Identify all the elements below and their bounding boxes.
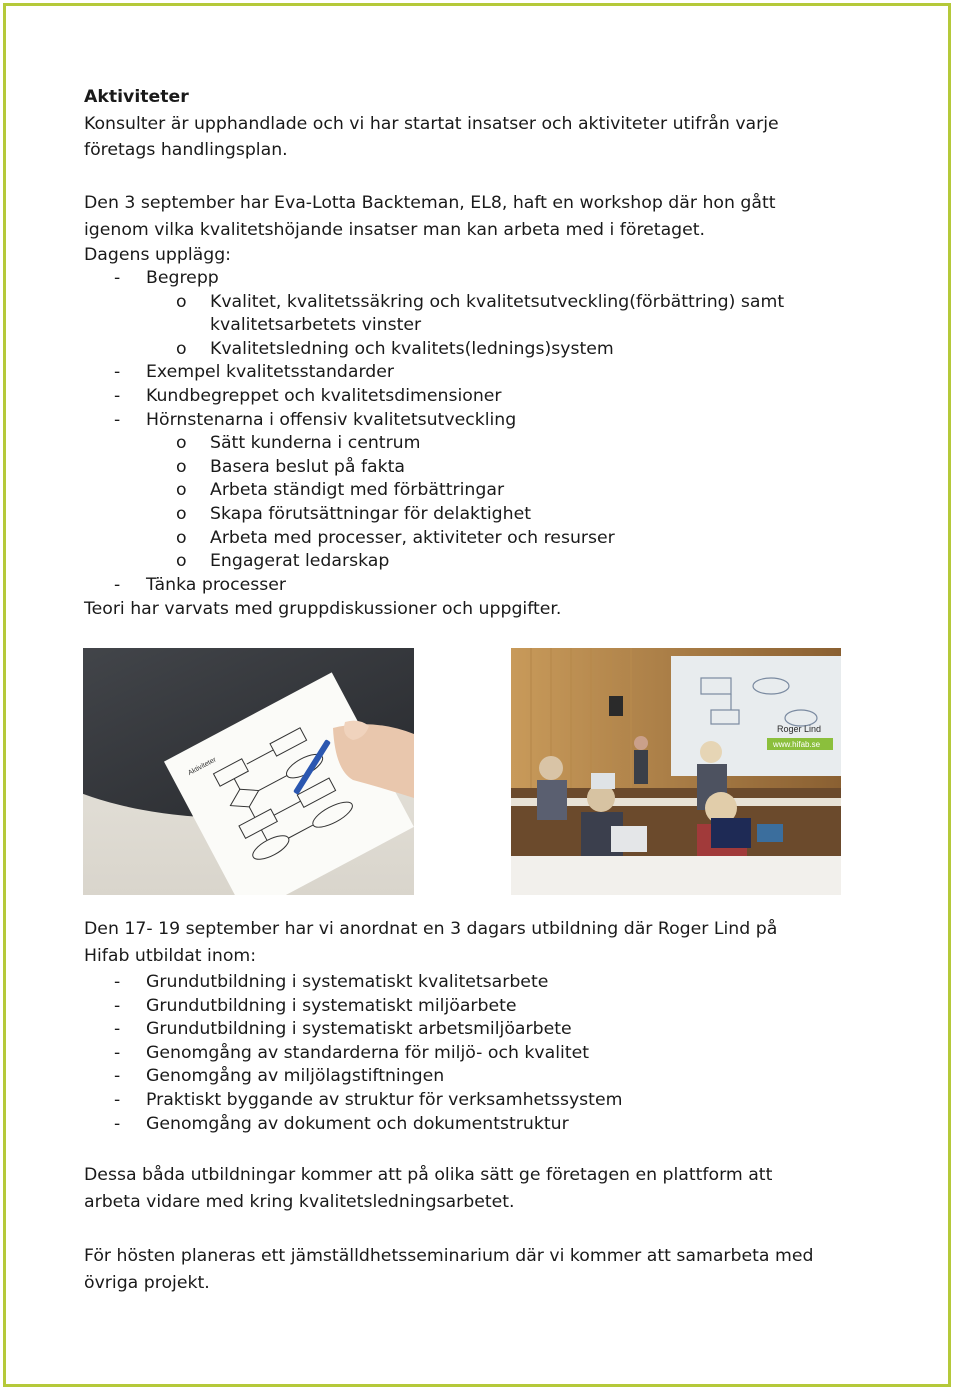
photo-classroom (511, 648, 841, 895)
future-line-1: För hösten planeras ett jämställdhetsseminarium där vi kommer att samarbeta med (84, 1246, 814, 1267)
agenda-item-text: Kvalitetsledning och kvalitets(lednings)system (210, 338, 614, 359)
training-item-text: Grundutbildning i systematiskt miljöarbete (146, 995, 517, 1016)
theory-text: Teori har varvats med gruppdiskussioner och uppgifter. (84, 599, 562, 620)
agenda-subitem (84, 527, 884, 551)
list-marker: - (114, 268, 121, 288)
agenda-subitem (84, 291, 884, 315)
intro-line-2: företags handlingsplan. (84, 140, 288, 160)
agenda-item-text: Skapa förutsättningar för delaktighet (210, 503, 531, 524)
list-marker: o (176, 433, 187, 454)
list-marker: o (176, 480, 187, 501)
list-marker: - (114, 1113, 121, 1134)
list-marker: - (114, 574, 121, 595)
workshop-line-1: Den 3 september har Eva-Lotta Backteman, EL8, haft en workshop där hon gått (84, 193, 776, 213)
agenda-subitem (84, 338, 884, 362)
list-marker: o (176, 291, 187, 312)
agenda-item-text: Begrepp (146, 268, 219, 288)
section-activities (84, 84, 884, 621)
closing-line-1: Dessa båda utbildningar kommer att på olika sätt ge företagen en plattform att (84, 1165, 773, 1186)
list-marker: o (176, 456, 187, 477)
training-line-2: Hifab utbildat inom: (84, 945, 257, 966)
list-marker: - (114, 385, 121, 406)
training-item-text: Genomgång av miljölagstiftningen (146, 1066, 445, 1087)
training-item (84, 1042, 884, 1066)
training-item (84, 1065, 884, 1089)
agenda-item-text: Hörnstenarna i offensiv kvalitetsutveckling (146, 409, 517, 430)
closing-line-2: arbeta vidare med kring kvalitetsledningsarbetet. (84, 1191, 515, 1212)
training-list (84, 971, 884, 1136)
slide-url: www.hifab.se (773, 740, 821, 749)
list-marker: - (114, 1066, 121, 1087)
agenda-item-text: Exempel kvalitetsstandarder (146, 362, 394, 383)
agenda-item-text: Engagerat ledarskap (210, 551, 390, 572)
agenda-item-text: kvalitetsarbetets vinster (210, 315, 422, 336)
list-marker: - (114, 409, 121, 430)
list-marker: - (114, 1089, 121, 1110)
agenda-item (84, 409, 884, 433)
agenda-label: Dagens upplägg: (84, 245, 231, 265)
agenda-item-text: Arbeta med processer, aktiviteter och resurser (210, 527, 615, 548)
training-item (84, 995, 884, 1019)
agenda-subitem (84, 503, 884, 527)
list-marker: o (176, 503, 187, 524)
slide-presenter-name: Roger Lind (777, 724, 822, 734)
agenda-subitem (84, 432, 884, 456)
intro-line-1: Konsulter är upphandlade och vi har startat insatser och aktiviteter utifrån varje (84, 113, 779, 134)
training-item (84, 1089, 884, 1113)
agenda-item (84, 267, 884, 291)
agenda-item-text: Kundbegreppet och kvalitetsdimensioner (146, 385, 502, 406)
agenda-item-text: Kvalitet, kvalitetssäkring och kvalitetsutveckling(förbättring) samt (210, 291, 785, 312)
list-marker: o (176, 527, 187, 548)
photo-flowchart-drawing (83, 648, 414, 895)
list-marker: - (114, 362, 121, 383)
training-item (84, 1113, 884, 1137)
training-item-text: Genomgång av dokument och dokumentstruktur (146, 1113, 569, 1134)
agenda-subitem (84, 550, 884, 574)
agenda-item (84, 574, 884, 598)
workshop-line-2: igenom vilka kvalitetshöjande insatser man kan arbeta med i företaget. (84, 219, 706, 240)
list-marker: o (176, 551, 187, 572)
agenda-item-text: Sätt kunderna i centrum (210, 433, 421, 454)
list-marker: o (176, 338, 187, 359)
training-line-1: Den 17- 19 september har vi anordnat en 3 dagars utbildning där Roger Lind på (84, 919, 778, 939)
list-marker: - (114, 972, 121, 992)
classroom-photo-image (511, 648, 841, 895)
training-item (84, 1018, 884, 1042)
doc-title: Aktiviteter (187, 756, 218, 778)
list-marker: - (114, 995, 121, 1016)
agenda-item (84, 361, 884, 385)
photo-row (83, 648, 841, 895)
agenda-item-text: Tänka processer (146, 574, 287, 595)
agenda-subitem (84, 314, 884, 338)
future-line-2: övriga projekt. (84, 1272, 210, 1293)
agenda-subitem (84, 456, 884, 480)
agenda-item-text: Basera beslut på fakta (210, 456, 405, 477)
list-marker: - (114, 1019, 121, 1040)
agenda-subitem (84, 479, 884, 503)
flowchart-photo-image (83, 648, 414, 895)
section-heading: Aktiviteter (84, 87, 189, 107)
training-item-text: Praktiskt byggande av struktur för verksamhetssystem (146, 1089, 623, 1110)
training-item-text: Grundutbildning i systematiskt kvalitetsarbete (146, 972, 549, 992)
agenda-list (84, 267, 884, 597)
training-item-text: Grundutbildning i systematiskt arbetsmiljöarbete (146, 1019, 572, 1040)
training-item-text: Genomgång av standarderna för miljö- och kvalitet (146, 1042, 590, 1063)
section-training (84, 916, 884, 1296)
list-marker: - (114, 1042, 121, 1063)
training-item (84, 971, 884, 995)
agenda-item (84, 385, 884, 409)
agenda-item-text: Arbeta ständigt med förbättringar (210, 480, 505, 501)
